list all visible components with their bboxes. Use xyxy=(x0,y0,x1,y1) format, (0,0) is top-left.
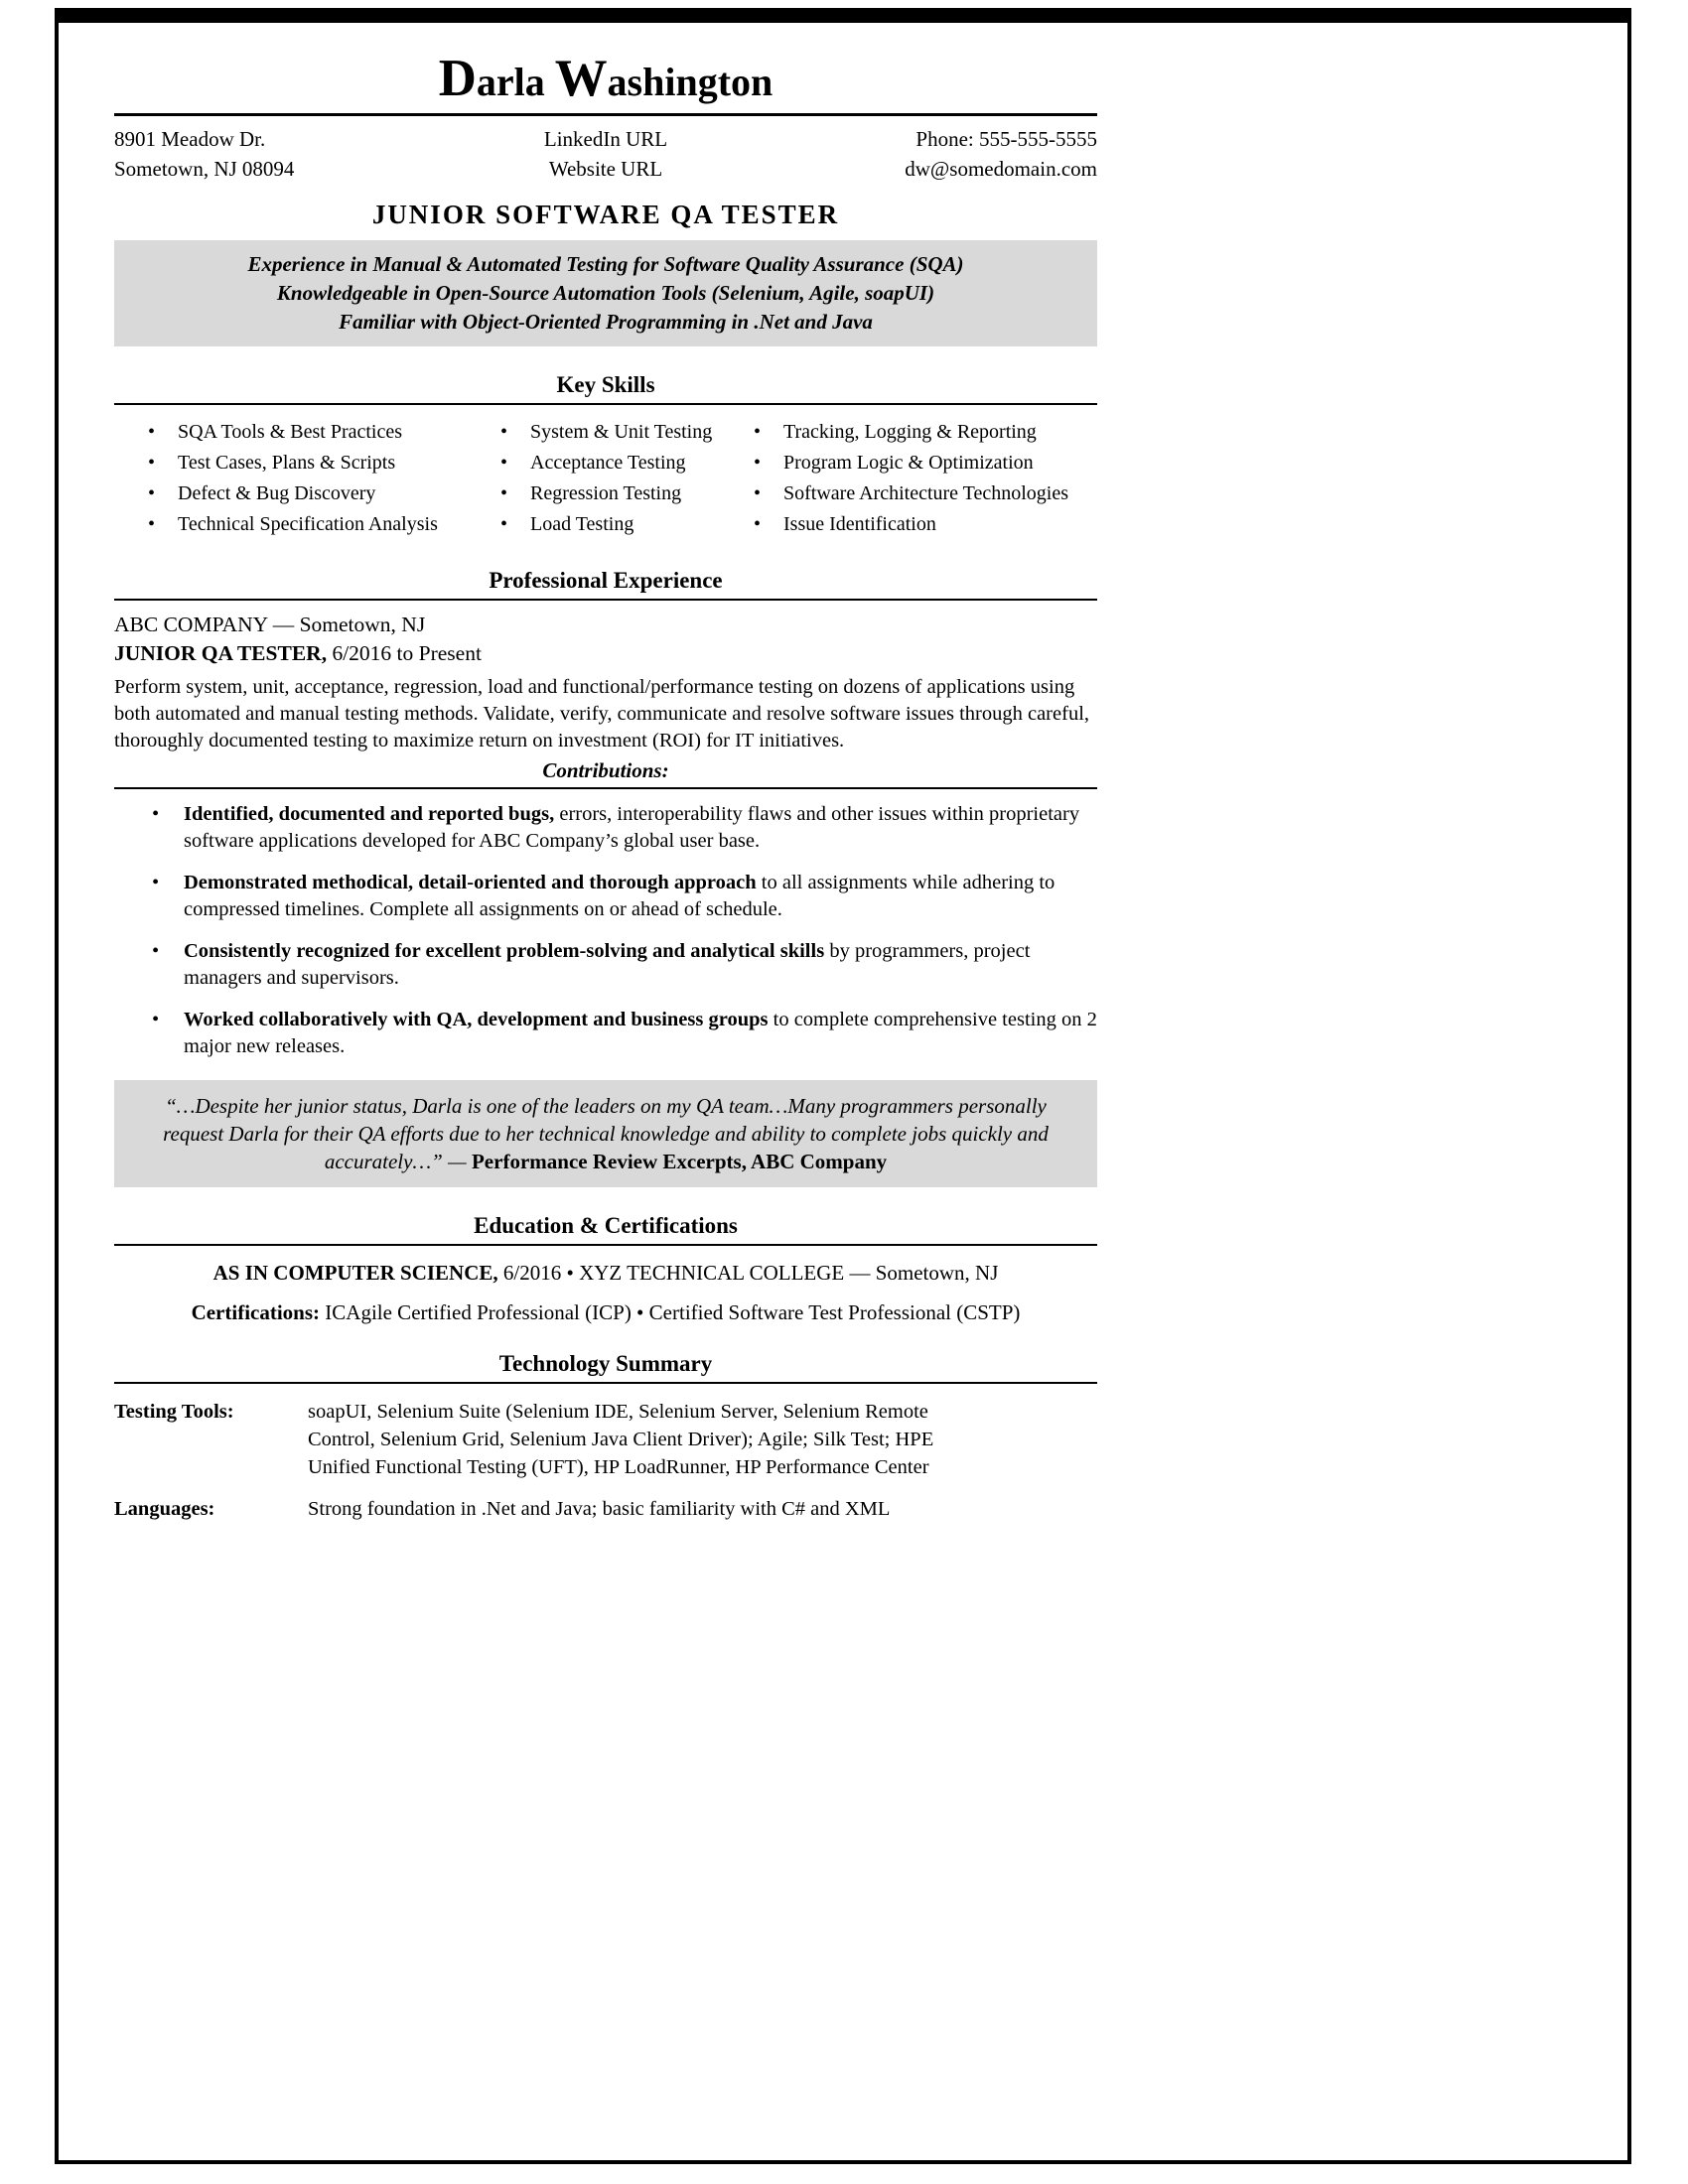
section-heading-key-skills: Key Skills xyxy=(114,372,1097,405)
company-line: ABC COMPANY — Sometown, NJ xyxy=(114,613,426,637)
quote-text: “…Despite her junior status, Darla is one of the leaders on my QA team…Many programmers personally request Darla for their QA efforts due to her technical knowledge and ability to complete jobs quickly and accurately…” — xyxy=(163,1094,1049,1174)
resume-content xyxy=(114,52,1097,1523)
technology-row xyxy=(114,1495,1097,1523)
degree-details: 6/2016 • XYZ TECHNICAL COLLEGE — Sometown, NJ xyxy=(497,1261,999,1286)
experience-summary-paragraph: Perform system, unit, acceptance, regression, load and functional/performance testing on dozens of applications using both automated and manual testing methods. Validate, verify, communicate and resolve software issues through careful, thoroughly documented testing to maximize return on investment (ROI) for IT initiatives. xyxy=(114,676,1090,752)
summary-line-1: Experience in Manual & Automated Testing for Software Quality Assurance (SQA) xyxy=(247,252,964,277)
skill-item: • Load Testing xyxy=(467,511,720,537)
contribution-lead: Identified, documented and reported bugs, xyxy=(184,803,555,826)
technology-row-label: Testing Tools: xyxy=(114,1401,234,1424)
summary-box xyxy=(114,240,1097,346)
contribution-rest: errors, interoperability flaws and other issues within proprietary software applications developed for ABC Company’s global user base. xyxy=(184,803,1080,853)
skill-item: • Technical Specification Analysis xyxy=(114,511,467,537)
degree-line xyxy=(114,1261,1097,1286)
website-url: Website URL xyxy=(548,157,663,182)
skill-item: • Software Architecture Technologies xyxy=(720,480,1097,506)
section-heading-professional-experience: Professional Experience xyxy=(114,568,1097,601)
skill-item: • Issue Identification xyxy=(720,511,1097,537)
contribution-item xyxy=(114,870,1097,923)
contribution-lead: Worked collaboratively with QA, development and business groups xyxy=(184,1009,769,1031)
contact-links xyxy=(442,124,770,184)
contribution-lead: Demonstrated methodical, detail-oriented and thorough approach xyxy=(184,872,757,894)
key-skills-list xyxy=(114,419,1097,542)
contribution-rest: by programmers, project managers and supervisors. xyxy=(184,940,1031,990)
key-skills-column-1 xyxy=(114,419,467,542)
address-line1: 8901 Meadow Dr. xyxy=(114,127,266,152)
skill-item: • Acceptance Testing xyxy=(467,450,720,476)
key-skills-column-3 xyxy=(720,419,1097,542)
contact-address xyxy=(114,124,442,184)
address-line2: Sometown, NJ 08094 xyxy=(114,157,295,182)
quote-attribution: Performance Review Excerpts, ABC Company xyxy=(471,1150,888,1174)
contribution-item xyxy=(114,1007,1097,1060)
certifications-details: ICAgile Certified Professional (ICP) • Certified Software Test Professional (CSTP) xyxy=(320,1300,1021,1325)
contact-info xyxy=(114,124,1097,184)
technology-row-label: Languages: xyxy=(114,1498,215,1521)
candidate-name xyxy=(114,52,1097,116)
certifications-line xyxy=(114,1300,1097,1325)
technology-row xyxy=(114,1398,1097,1481)
certifications-label: Certifications: xyxy=(191,1300,321,1325)
summary-line-2: Knowledgeable in Open-Source Automation Tools (Selenium, Agile, soapUI) xyxy=(276,281,935,306)
skill-item: • Regression Testing xyxy=(467,480,720,506)
section-heading-technology-summary: Technology Summary xyxy=(114,1351,1097,1384)
skill-item: • Defect & Bug Discovery xyxy=(114,480,467,506)
contribution-item xyxy=(114,801,1097,855)
name-first-initial: D xyxy=(438,50,477,107)
skill-item: • SQA Tools & Best Practices xyxy=(114,419,467,445)
contribution-lead: Consistently recognized for excellent problem-solving and analytical skills xyxy=(184,940,825,963)
key-skills-column-2 xyxy=(467,419,720,542)
degree-title: AS IN COMPUTER SCIENCE, xyxy=(212,1261,498,1286)
role-dates: 6/2016 to Present xyxy=(327,641,482,666)
technology-row-value: soapUI, Selenium Suite (Selenium IDE, Selenium Server, Selenium Remote Control, Selenium Grid, Selenium Java Client Driver); Agile; Silk Test; HPE Unified Functional Testing (UFT), HP LoadRunner, HP Performance Center xyxy=(308,1401,934,1479)
name-last-initial: W xyxy=(554,50,608,107)
skill-item: • Program Logic & Optimization xyxy=(720,450,1097,476)
contribution-rest: to all assignments while adhering to compressed timelines. Complete all assignments on or ahead of schedule. xyxy=(184,872,1055,921)
contributions-heading xyxy=(114,758,1097,789)
summary-line-3: Familiar with Object-Oriented Programming in .Net and Java xyxy=(339,310,873,335)
technology-row-value: Strong foundation in .Net and Java; basic familiarity with C# and XML xyxy=(308,1498,891,1521)
contact-phone-email xyxy=(770,124,1097,184)
name-last-rest: ashington xyxy=(607,60,774,104)
linkedin-url: LinkedIn URL xyxy=(543,127,668,152)
skill-item: • Tracking, Logging & Reporting xyxy=(720,419,1097,445)
contributions-list xyxy=(114,801,1097,1060)
phone-number: Phone: 555-555-5555 xyxy=(915,127,1097,152)
skill-item: • Test Cases, Plans & Scripts xyxy=(114,450,467,476)
contribution-rest: to complete comprehensive testing on 2 major new releases. xyxy=(184,1009,1097,1058)
name-first-rest: arla xyxy=(476,60,555,104)
quote-box xyxy=(114,1080,1097,1187)
contributions-label: Contributions: xyxy=(542,758,669,783)
role-line xyxy=(114,641,1097,666)
contribution-item xyxy=(114,938,1097,992)
email-address: dw@somedomain.com xyxy=(905,157,1097,182)
section-heading-education-certifications: Education & Certifications xyxy=(114,1213,1097,1246)
role-title: JUNIOR QA TESTER, xyxy=(114,641,328,666)
skill-item: • System & Unit Testing xyxy=(467,419,720,445)
job-title: JUNIOR SOFTWARE QA TESTER xyxy=(371,200,840,230)
